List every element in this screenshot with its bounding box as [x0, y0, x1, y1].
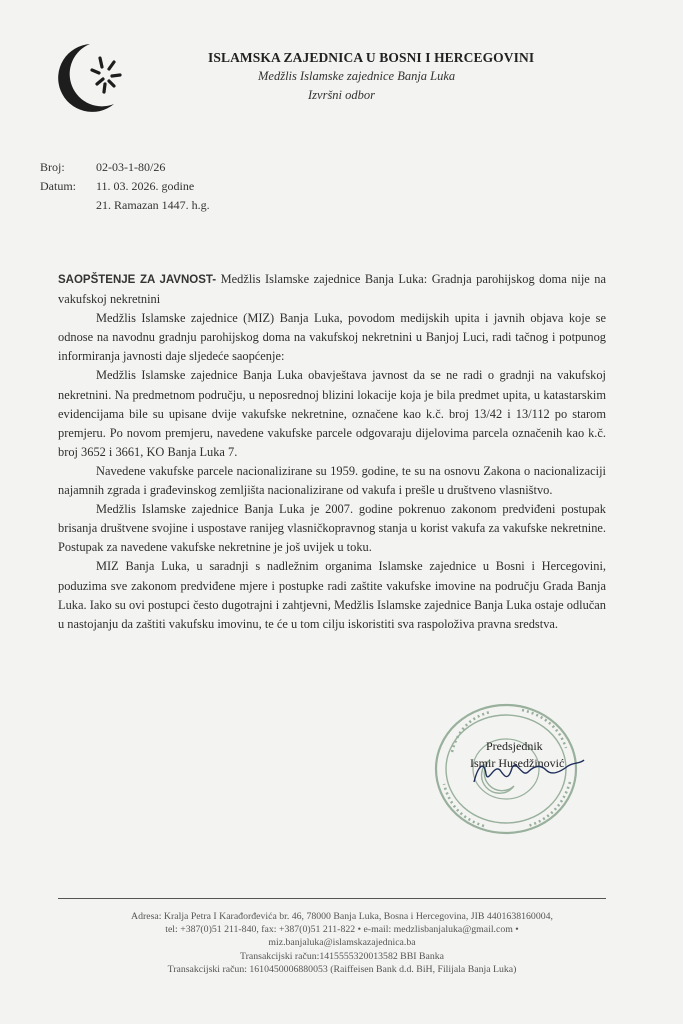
- paragraph: MIZ Banja Luka, u saradnji s nadležnim organima Islamske zajednice u Bosni i Hercegovini, poduzima sve zakonom predviđene mjere i postupke radi zaštite vakufske imovine na području Grada Banja Luka. Iako su ovi postupci često dugotrajni i zahtjevni, Medžlis Islamske zajednice Banja Luka ostaje odlučan u nastojanju da zaštiti vakufsku imovinu, te će u tom cilju iskoristiti sva raspoloživa pravna sredstva.: [58, 559, 606, 631]
- signatory-role: Predsjednik: [486, 739, 543, 753]
- statement-body: [58, 270, 606, 634]
- statement-title-text: Medžlis Islamske zajednice Banja Luka: Gradnja parohijskog doma nije na vakufskoj nekretnini: [58, 272, 606, 307]
- paragraph: Medžlis Islamske zajednice Banja Luka obavještava javnost da se ne radi o gradnji na vakufskoj nekretnini. Na predmetnom području, u neposrednoj blizini lokacije koja je bila predmet upita, u katastarskim evidencijama bile su upisane dvije vakufske nekretnine, označene kao k.č. broj 13/42 i 13/112 po starom premjeru. Po novom premjeru, navedene vakufske parcele odgovaraju dijelovima parcela označenih kao k.č. broj 3652 i 3661, KO Banja Luka 7.: [58, 368, 606, 459]
- statement-heading: SAOPŠTENJE ZA JAVNOST-: [58, 274, 217, 286]
- broj-value: 02-03-1-80/26: [96, 160, 166, 174]
- footer-address: Adresa: Kralja Petra I Karađorđevića br. 46, 78000 Banja Luka, Bosna i Hercegovina, JIB 4401638160004,: [131, 911, 553, 922]
- signature-scribble-icon: [468, 752, 588, 788]
- footer-contact: tel: +387(0)51 211-840, fax: +387(0)51 211-822 • e-mail: medzlisbanjaluka@gmail.com •: [165, 924, 519, 935]
- organization-name: ISLAMSKA ZAJEDNICA U BOSNI I HERCEGOVINI: [208, 50, 535, 65]
- signatory-name: Ismir Husedžinović: [470, 756, 565, 770]
- datum-value: 11. 03. 2026. godine: [96, 179, 195, 193]
- crescent-logo-icon: [52, 40, 128, 116]
- statement-title: [58, 270, 606, 309]
- datum-label: Datum:: [40, 179, 76, 193]
- footer-bank-1: Transakcijski račun:1415555320013582 BBI Banka: [240, 951, 444, 962]
- paragraph: Navedene vakufske parcele nacionalizirane su 1959. godine, te su na osnovu Zakona o nacionalizaciji najamnih zgrada i građevinskog zemljišta nacionalizirane od vakufa i prešle u društveno vlasništvo.: [58, 463, 606, 498]
- hijri-date: 21. Ramazan 1447. h.g.: [96, 198, 210, 212]
- footer-divider: [58, 898, 606, 899]
- organization-body: Izvršni odbor: [308, 88, 376, 102]
- broj-label: Broj:: [40, 160, 65, 174]
- paragraph: Medžlis Islamske zajednice (MIZ) Banja Luka, povodom medijskih upita i javnih objava koje se odnose na navodnu gradnju parohijskog doma na vakufskoj nekretnini u Banjoj Luci, radi tačnog i potpunog informiranja javnosti daje sljedeće saopćenje:: [58, 311, 606, 364]
- footer-bank-2: Transakcijski račun: 1610450006880053 (Raiffeisen Bank d.d. BiH, Filijala Banja Luka): [167, 964, 517, 975]
- organization-subtitle: Medžlis Islamske zajednice Banja Luka: [258, 69, 456, 83]
- paragraph: Medžlis Islamske zajednice Banja Luka je 2007. godine pokrenuo zakonom predviđeni postupak brisanja društvene svojine i uspostave ranijeg vlasničkopravnog stanja u korist vakufa za vakufske nekretnine. Postupak za navedene vakufske nekretnine je još uvijek u toku.: [58, 502, 606, 555]
- footer-email: miz.banjaluka@islamskazajednica.ba: [268, 937, 416, 948]
